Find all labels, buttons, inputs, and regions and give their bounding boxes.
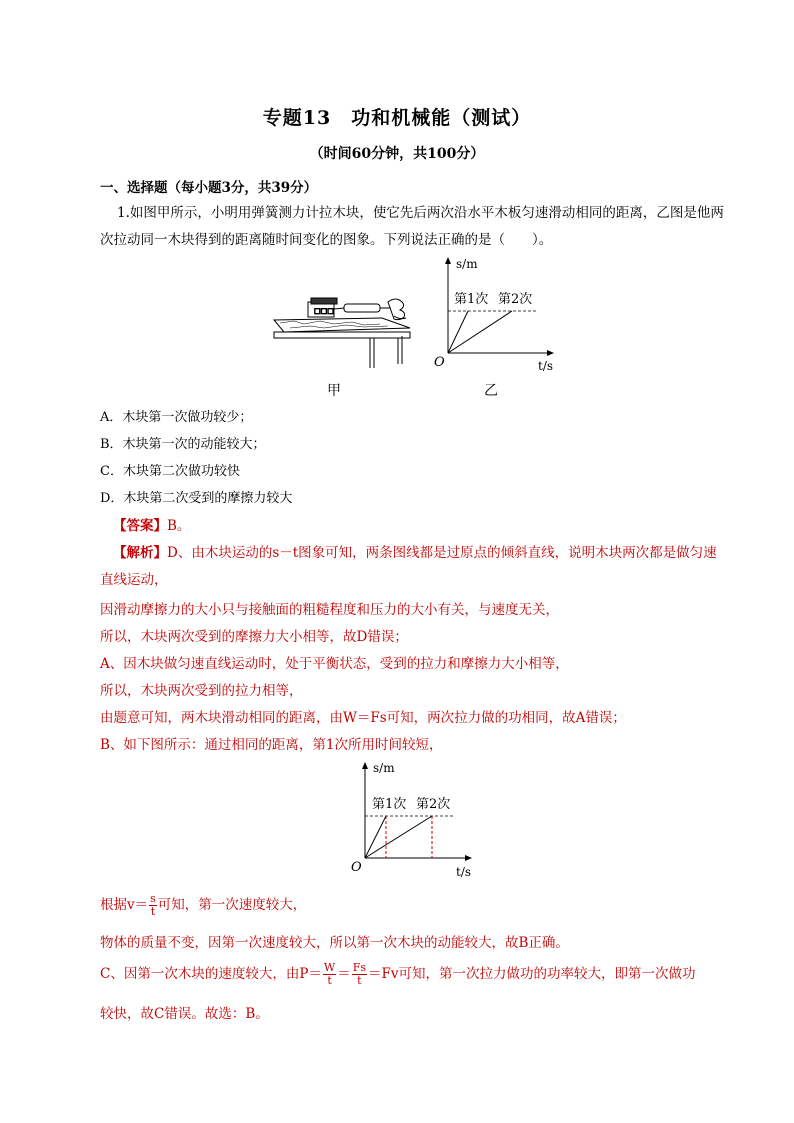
explanation-line-6: 由题意可知，两木块滑动相同的距离，由W＝Fs可知，两次拉力做的功相同，故A错误； bbox=[100, 710, 626, 726]
figure-yi-label: 乙 bbox=[484, 383, 498, 399]
explanation-line-11: 较快，故C错误。故选：B。 bbox=[100, 1006, 269, 1022]
explanation-line-2: 因滑动摩擦力的大小只与接触面的粗糙程度和压力的大小有关，与速度无关， bbox=[100, 602, 559, 618]
explanation-line-5: 所以，木块两次受到的拉力相等， bbox=[100, 683, 303, 699]
answer-tag: 【答案】 bbox=[113, 518, 167, 534]
answer bbox=[113, 514, 190, 534]
x-axis-label: t/s bbox=[538, 359, 554, 373]
explanation-line-3: 所以，木块两次受到的摩擦力大小相等，故D错误； bbox=[100, 629, 408, 645]
answer-value: B。 bbox=[167, 518, 191, 534]
figure-jia-label: 甲 bbox=[327, 383, 341, 399]
option-c: C．木块第二次做功较快 bbox=[100, 464, 240, 479]
page-subtitle: （时间60分钟，共100分） bbox=[309, 146, 485, 162]
figure-jia bbox=[270, 290, 415, 370]
explanation-line-7: B、如下图所示：通过相同的距离，第1次所用时间较短， bbox=[100, 737, 443, 753]
option-d: D．木块第二次受到的摩擦力较大 bbox=[100, 491, 293, 506]
fraction-fs-over-t: $\frac{Fs}{t}$ bbox=[352, 961, 367, 987]
fraction-w-over-t: $\frac{W}{t}$ bbox=[323, 961, 336, 987]
fraction-s-over-t: $\frac{s}{t}$ bbox=[150, 892, 156, 918]
explanation-line-1: 【解析】D、由木块运动的s－t图象可知，两条图线都是过原点的倾斜直线，说明木块两次都是做匀速直线运动， bbox=[100, 545, 717, 588]
explanation-line-10: C、因第一次木块的速度较大，由P＝ $\frac{W}{t}$ ＝ $\frac{Fs}{t}$ ＝Fv可知，第一次拉力做功的功率较大，即第一次做功 bbox=[100, 961, 696, 987]
y-axis-label: s/m bbox=[456, 257, 478, 271]
explanation-line-9: 物体的质量不变，因第一次速度较大，所以第一次木块的动能较大，故B正确。 bbox=[100, 935, 569, 951]
origin-label: O bbox=[351, 860, 362, 875]
origin-label: O bbox=[434, 355, 445, 370]
y-axis-label: s/m bbox=[373, 761, 395, 775]
line1-label: 第1次 bbox=[372, 797, 407, 812]
option-b: B．木块第一次的动能较大； bbox=[100, 437, 266, 452]
line1-label: 第1次 bbox=[454, 292, 489, 307]
explanation-graph bbox=[345, 755, 475, 883]
section-heading: 一、选择题（每小题3分，共39分） bbox=[100, 180, 318, 196]
question-text: 1.如图甲所示，小明用弹簧测力计拉木块，使它先后两次沿水平木板匀速滑动相同的距离，乙图是他两次拉动同一木块得到的距离随时间变化的图象。下列说法正确的是（ ）。 bbox=[100, 205, 724, 248]
x-axis-label: t/s bbox=[456, 865, 472, 879]
line2-label: 第2次 bbox=[498, 292, 533, 307]
page-title: 专题13 功和机械能（测试） bbox=[262, 107, 532, 129]
explanation-line-8: 根据v＝ $\frac{s}{t}$ 可知，第一次速度较大， bbox=[100, 892, 307, 918]
line2-label: 第2次 bbox=[416, 797, 451, 812]
explanation-line-4: A、因木块做匀速直线运动时，处于平衡状态，受到的拉力和摩擦力大小相等， bbox=[100, 656, 569, 672]
option-a: A．木块第一次做功较少； bbox=[100, 410, 253, 425]
explanation-tag: 【解析】 bbox=[113, 545, 167, 561]
svg-text:□□□: □□□ bbox=[314, 307, 334, 315]
figure-yi-graph bbox=[430, 252, 560, 377]
